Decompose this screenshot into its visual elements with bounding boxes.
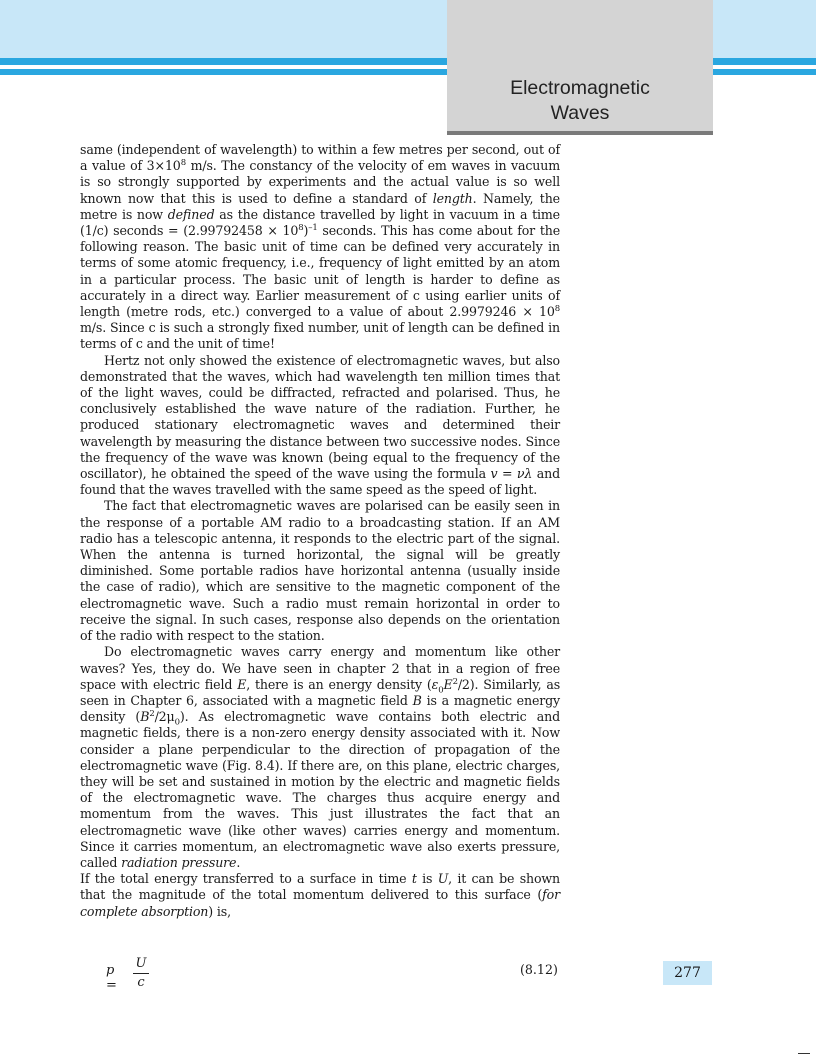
equation-number: (8.12) bbox=[520, 962, 558, 977]
text-run: m/s. Since c is such a strongly fixed number, unit of length can be defined in terms of c and the unit of time! bbox=[80, 320, 560, 352]
text-run: . Namely, the metre is now bbox=[80, 190, 560, 222]
chapter-title-line1: Electromagnetic bbox=[510, 77, 650, 99]
text-run: The fact that electromagnetic waves are polarised can be easily seen in the response of a portable AM radio to a broadcasting station. If an AM radio has a telescopic antenna, it responds to the electric part of the signal. When the antenna is turned horizontal, the signal will be greatly diminished. Some portable radios have horizontal antenna (usually inside the case of radio), which are sensitive to the magnetic component of the electromagnetic wave. Such a radio must remain horizontal in order to receive the signal. In such cases, response also depends on the orientation of the radio with respect to the station. bbox=[80, 498, 560, 644]
equation-lhs: p = bbox=[106, 963, 117, 993]
paragraph bbox=[80, 353, 560, 499]
corner-mark bbox=[798, 1053, 810, 1054]
text-run: Do electromagnetic waves carry energy and momentum like other waves? Yes, they do. We have seen in chapter 2 that in a region of free space with electric field bbox=[80, 644, 560, 692]
text-run: ). As electromagnetic wave contains both electric and magnetic fields, there is a non-zero energy density associated with it. Now consider a plane perpendicular to the direction of propagation of the electromagnetic wave (Fig. 8.4). If there are, on this plane, electric charges, they will be set and sustained in motion by the electric and magnetic fields of the electromagnetic wave. The charges thus acquire energy and momentum from the waves. This just illustrates the fact that an electromagnetic wave (like other waves) carries energy and momentum. Since it carries momentum, an electromagnetic wave also exerts pressure, called bbox=[80, 709, 561, 870]
text-run: . bbox=[236, 854, 241, 870]
italic-text: t bbox=[411, 871, 417, 887]
paragraph bbox=[80, 498, 560, 644]
text-run: /2). Similarly, as seen in Chapter 6, associated with a magnetic field bbox=[80, 676, 561, 708]
text-run: , it can be shown that the magnitude of the total momentum delivered to this surface ( bbox=[80, 871, 561, 903]
text-run: /2μ bbox=[154, 709, 175, 725]
text-run: ) is, bbox=[208, 903, 231, 919]
italic-text: E bbox=[443, 676, 453, 692]
italic-text: ε bbox=[431, 676, 439, 692]
equation-denominator: c bbox=[137, 975, 145, 990]
text-run: ) bbox=[303, 223, 309, 239]
superscript: 2 bbox=[452, 676, 458, 687]
chapter-title-box bbox=[447, 0, 713, 135]
italic-text: for complete absorption bbox=[80, 887, 560, 919]
equation-numerator: U bbox=[135, 956, 147, 971]
italic-text: B bbox=[412, 692, 422, 708]
italic-text: radiation pressure bbox=[121, 854, 237, 870]
text-run: If the total energy transferred to a surface in time bbox=[80, 871, 412, 887]
paragraph bbox=[80, 871, 560, 920]
italic-text: v bbox=[490, 466, 498, 482]
fraction-bar bbox=[133, 973, 149, 974]
body-text-column bbox=[80, 142, 560, 920]
superscript: 8 bbox=[180, 158, 186, 169]
page-number: 277 bbox=[663, 961, 712, 985]
paragraph bbox=[80, 644, 560, 871]
superscript: –1 bbox=[308, 222, 318, 233]
italic-text: defined bbox=[167, 206, 215, 222]
italic-text: E bbox=[237, 676, 247, 692]
text-run: is a magnetic energy density ( bbox=[80, 692, 560, 725]
superscript: 8 bbox=[554, 303, 560, 314]
subscript: 0 bbox=[174, 717, 180, 728]
paragraph bbox=[80, 142, 560, 353]
superscript: 2 bbox=[149, 708, 155, 719]
italic-text: length bbox=[432, 190, 473, 206]
text-run: Hertz not only showed the existence of electromagnetic waves, but also demonstrated that the waves, which had wavelength ten million times that of the light waves, could be diffracted, refracted and polarised. Thus, he conclusively established the wave nature of the radiation. Further, he produced stationary electromagnetic waves and determined their wavelength by measuring the distance between two successive nodes. Since the frequency of the wave was known (being equal to the frequency of the oscillator), he obtained the speed of the wave using the formula bbox=[80, 352, 560, 482]
chapter-title-line2: Waves bbox=[550, 102, 610, 124]
italic-text: νλ bbox=[516, 466, 533, 482]
chapter-title bbox=[447, 76, 713, 126]
italic-text: U bbox=[437, 871, 449, 887]
subscript: 0 bbox=[438, 685, 444, 696]
italic-text: B bbox=[140, 709, 150, 725]
text-run: m/s. The constancy of the velocity of em waves in vacuum is so strongly supported by experiments and the actual value is so well known now that this is used to define a standard of bbox=[80, 158, 560, 206]
superscript: 8 bbox=[298, 222, 304, 233]
text-run: same (independent of wavelength) to within a few metres per second, out of a value of 3×10 bbox=[80, 142, 560, 174]
text-run: and found that the waves travelled with the same speed as the speed of light. bbox=[80, 466, 560, 498]
text-run: , there is an energy density ( bbox=[246, 676, 432, 692]
text-run: is bbox=[416, 871, 438, 887]
text-run: seconds. This has come about for the following reason. The basic unit of time can be defined very accurately in terms of some atomic frequency, i.e., frequency of light emitted by an atom in a particular process. The basic unit of length is harder to define as accurately in a direct way. Earlier measurement of c using earlier units of length (metre rods, etc.) converged to a value of about 2.9979246 × 10 bbox=[80, 223, 560, 320]
equation-fraction bbox=[133, 956, 149, 991]
text-run: as the distance travelled by light in vacuum in a time (1/c) seconds = (2.99792458 × 10 bbox=[80, 206, 560, 239]
text-run: = bbox=[497, 466, 517, 482]
